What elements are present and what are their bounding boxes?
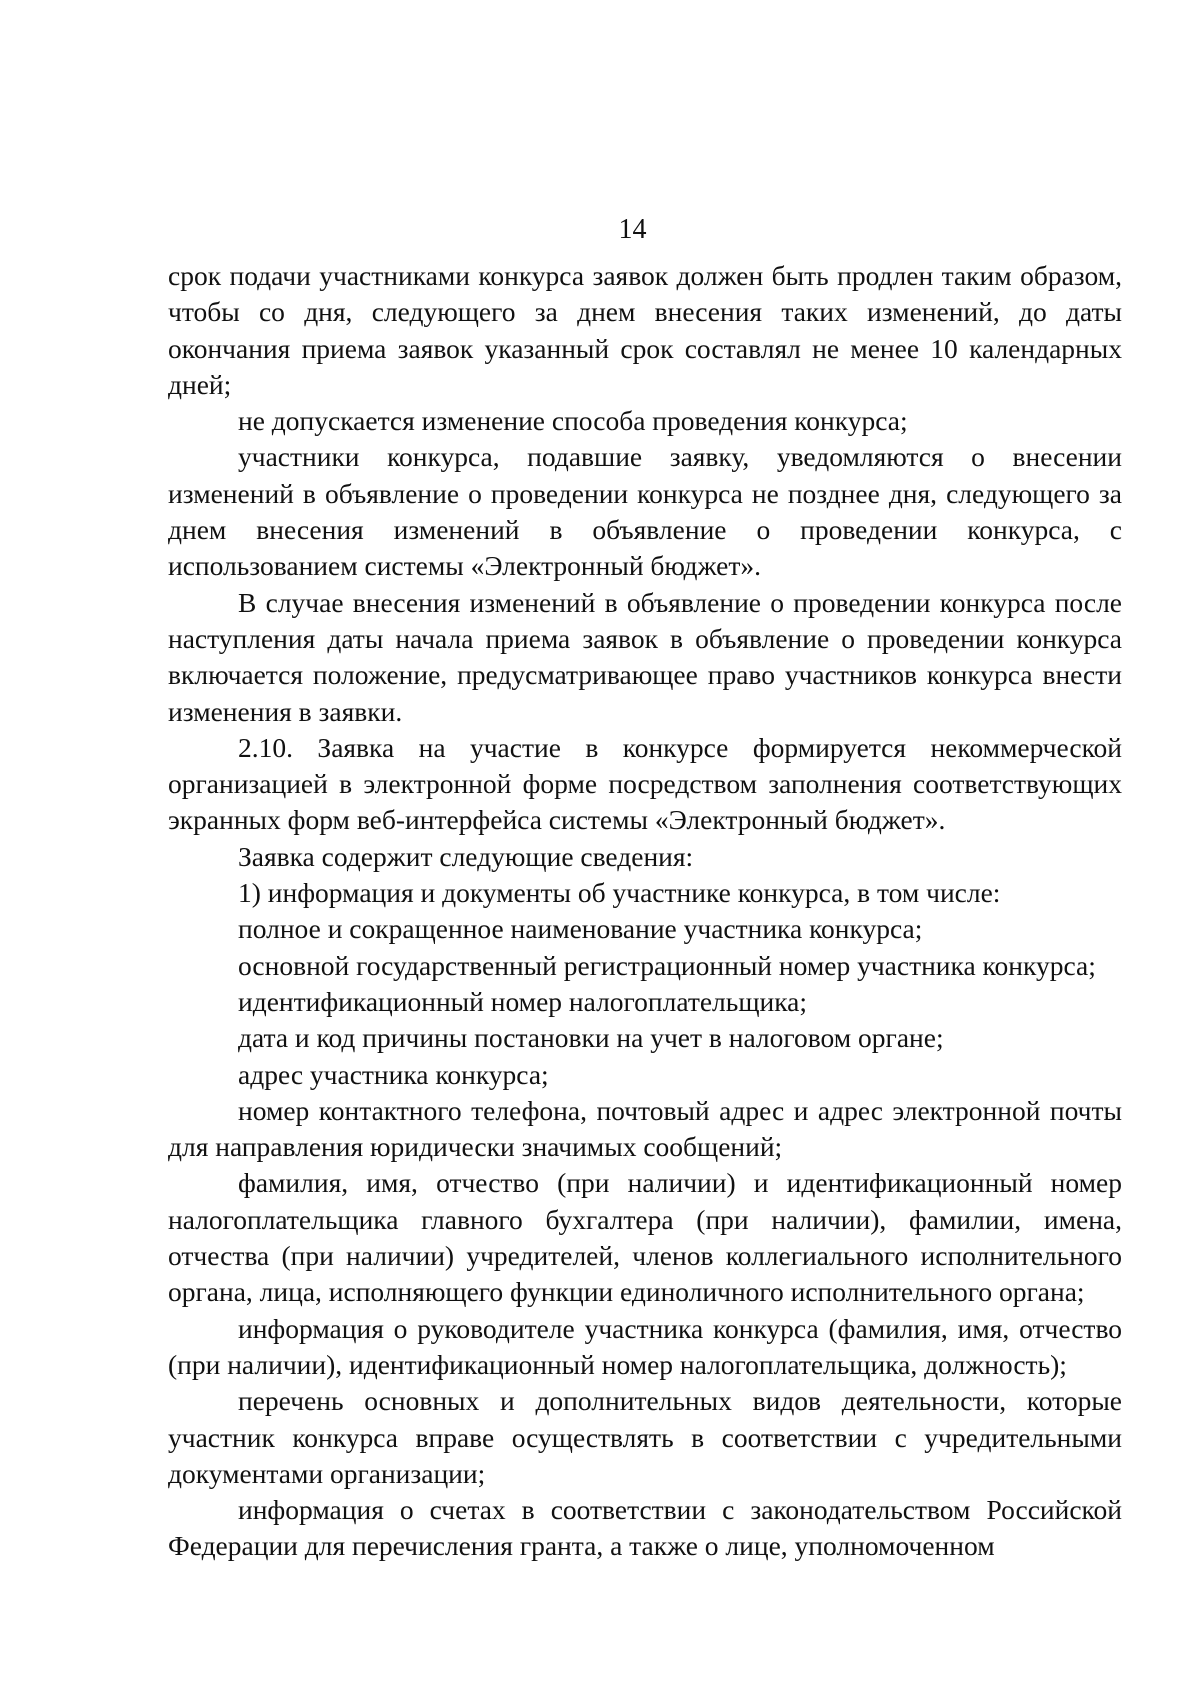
list-item-participant-info: 1) информация и документы об участнике конкурса, в том числе: xyxy=(238,877,1001,909)
paragraph-application-changes: В случае внесения изменений в объявление о проведении конкурса после наступления даты начала приема заявок в объявление о проведении конкурса включается положение, предусматривающее право участников конкурса внести изменения в заявки. xyxy=(168,586,1122,727)
list-item-activities: перечень основных и дополнительных видов деятельности, которые участник конкурса вправе осуществлять в соответствии с учредительными документами организации; xyxy=(168,1385,1122,1489)
paragraph-participant-notification: участники конкурса, подавшие заявку, уведомляются о внесении изменений в объявление о проведении конкурса не позднее дня, следующего за днем внесения изменений в объявление о проведении конкурса, с использованием системы «Электронный бюджет». xyxy=(168,441,1122,582)
list-item-ogrn: основной государственный регистрационный номер участника конкурса; xyxy=(238,949,1096,981)
paragraph-method-change: не допускается изменение способа проведения конкурса; xyxy=(238,405,908,437)
paragraph-application-contents: Заявка содержит следующие сведения: xyxy=(238,840,694,872)
list-item-accountant-founders: фамилия, имя, отчество (при наличии) и идентификационный номер налогоплательщика главного бухгалтера (при наличии), фамилии, имена, отчества (при наличии) учредителей, членов коллегиального исполнительного органа, лица, исполняющего функции единоличного исполнительного органа; xyxy=(168,1167,1122,1308)
list-item-full-name: полное и сокращенное наименование участника конкурса; xyxy=(238,913,923,945)
list-item-inn: идентификационный номер налогоплательщика; xyxy=(238,985,808,1017)
list-item-head-info: информация о руководителе участника конкурса (фамилия, имя, отчество (при наличии), идентификационный номер налогоплательщика, должность); xyxy=(168,1312,1122,1380)
list-item-bank-accounts: информация о счетах в соответствии с законодательством Российской Федерации для перечисления гранта, а также о лице, уполномоченном xyxy=(168,1494,1122,1562)
document-body xyxy=(168,258,1122,1565)
paragraph-clause-2-10: 2.10. Заявка на участие в конкурсе формируется некоммерческой организацией в электронной форме посредством заполнения соответствующих экранных форм веб-интерфейса системы «Электронный бюджет». xyxy=(168,731,1122,836)
page-number: 14 xyxy=(618,214,647,245)
paragraph-deadline-extension: срок подачи участниками конкурса заявок должен быть продлен таким образом, чтобы со дня, следующего за днем внесения таких изменений, до даты окончания приема заявок указанный срок составлял не менее 10 календарных дней; xyxy=(168,260,1122,400)
list-item-address: адрес участника конкурса; xyxy=(238,1058,549,1090)
list-item-tax-registration: дата и код причины постановки на учет в налоговом органе; xyxy=(238,1022,944,1054)
list-item-contacts: номер контактного телефона, почтовый адрес и адрес электронной почты для направления юридически значимых сообщений; xyxy=(168,1094,1122,1163)
